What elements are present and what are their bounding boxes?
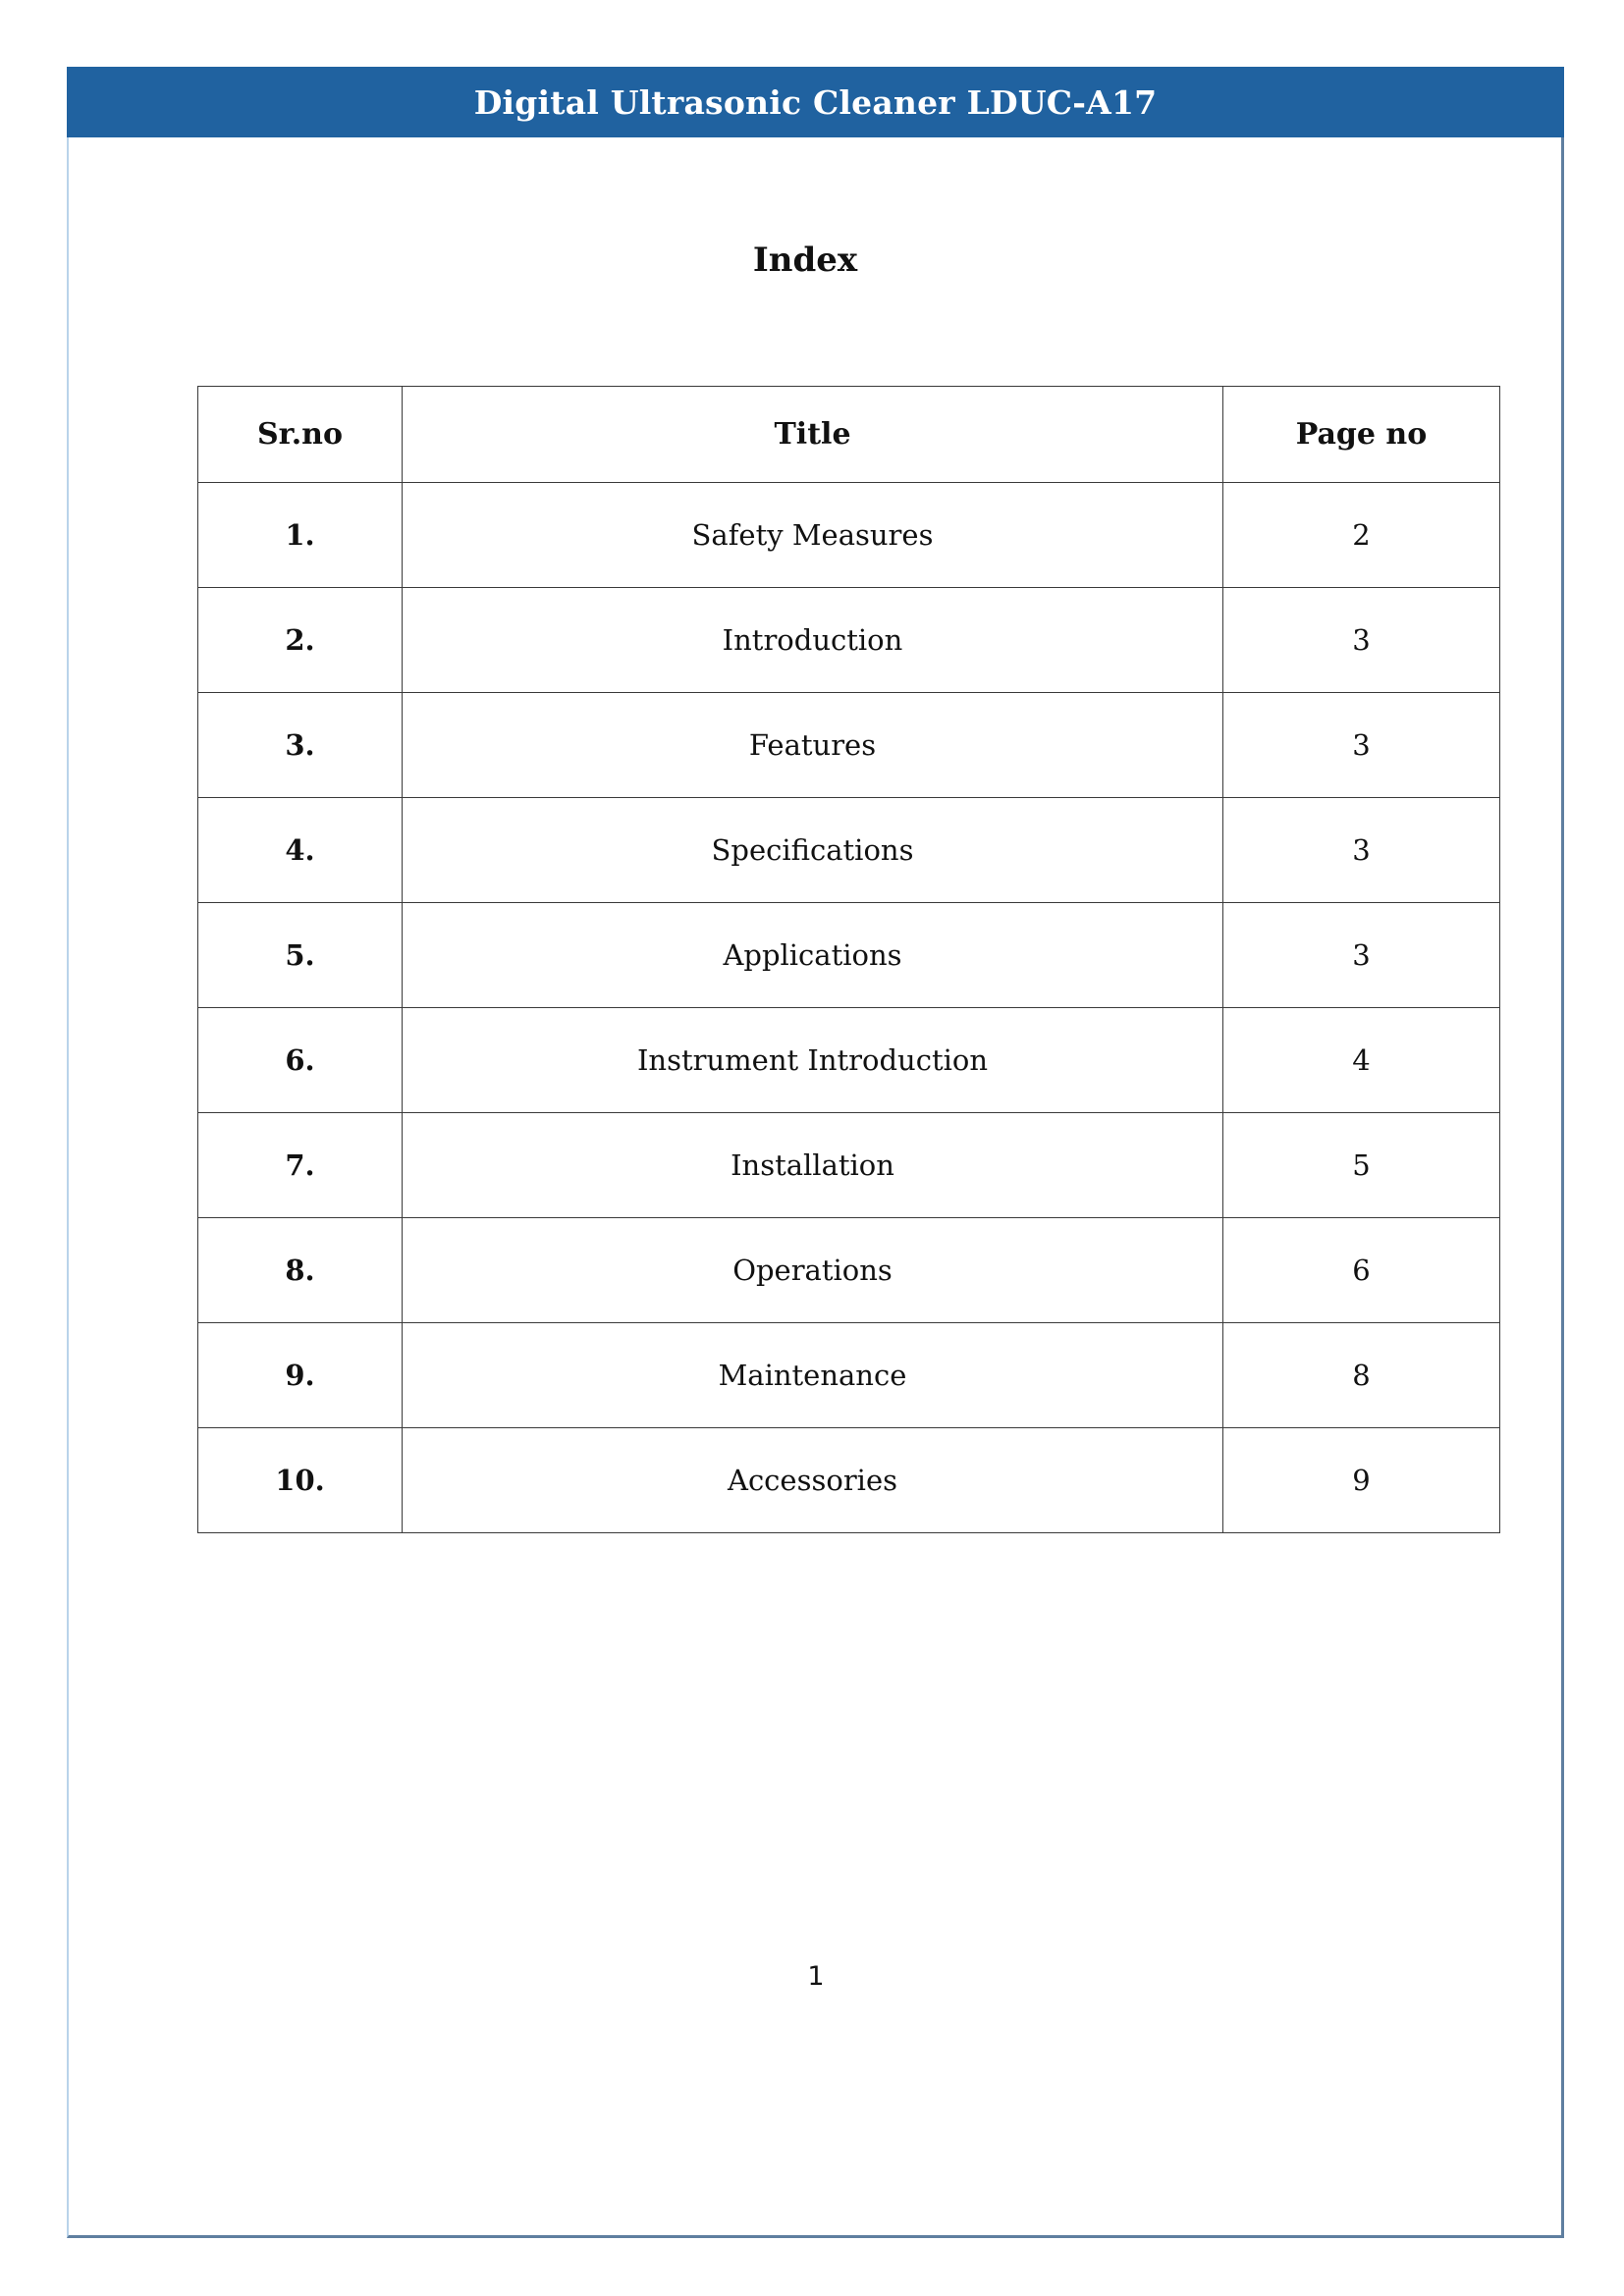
table-header-row (198, 387, 1500, 483)
table-row (198, 1008, 1500, 1113)
index-table (197, 386, 1500, 1533)
row-page: 6 (1223, 1218, 1500, 1323)
column-header-srno: Sr.no (198, 387, 403, 483)
row-srno: 9. (198, 1323, 403, 1428)
row-title: Safety Measures (403, 483, 1223, 588)
row-page: 2 (1223, 483, 1500, 588)
row-srno: 6. (198, 1008, 403, 1113)
page-number: 1 (807, 1961, 825, 1992)
table-row (198, 483, 1500, 588)
row-srno: 10. (198, 1428, 403, 1533)
row-page: 3 (1223, 693, 1500, 798)
table-row (198, 903, 1500, 1008)
table-row (198, 693, 1500, 798)
row-title: Specifications (403, 798, 1223, 903)
column-header-page: Page no (1223, 387, 1500, 483)
row-srno: 3. (198, 693, 403, 798)
row-srno: 7. (198, 1113, 403, 1218)
row-srno: 8. (198, 1218, 403, 1323)
row-page: 3 (1223, 903, 1500, 1008)
index-heading: Index (752, 240, 858, 280)
document-header-bar (67, 67, 1564, 137)
row-page: 4 (1223, 1008, 1500, 1113)
table-row (198, 1428, 1500, 1533)
row-srno: 1. (198, 483, 403, 588)
row-srno: 2. (198, 588, 403, 693)
row-srno: 5. (198, 903, 403, 1008)
row-page: 5 (1223, 1113, 1500, 1218)
row-title: Instrument Introduction (403, 1008, 1223, 1113)
column-header-title: Title (403, 387, 1223, 483)
table-row (198, 1323, 1500, 1428)
row-page: 9 (1223, 1428, 1500, 1533)
table-row (198, 1113, 1500, 1218)
row-title: Installation (403, 1113, 1223, 1218)
row-title: Introduction (403, 588, 1223, 693)
row-page: 3 (1223, 798, 1500, 903)
row-title: Applications (403, 903, 1223, 1008)
row-title: Features (403, 693, 1223, 798)
table-row (198, 1218, 1500, 1323)
row-title: Maintenance (403, 1323, 1223, 1428)
row-title: Accessories (403, 1428, 1223, 1533)
row-page: 3 (1223, 588, 1500, 693)
document-title: Digital Ultrasonic Cleaner LDUC-A17 (473, 82, 1158, 122)
row-page: 8 (1223, 1323, 1500, 1428)
row-srno: 4. (198, 798, 403, 903)
table-row (198, 798, 1500, 903)
table-row (198, 588, 1500, 693)
row-title: Operations (403, 1218, 1223, 1323)
